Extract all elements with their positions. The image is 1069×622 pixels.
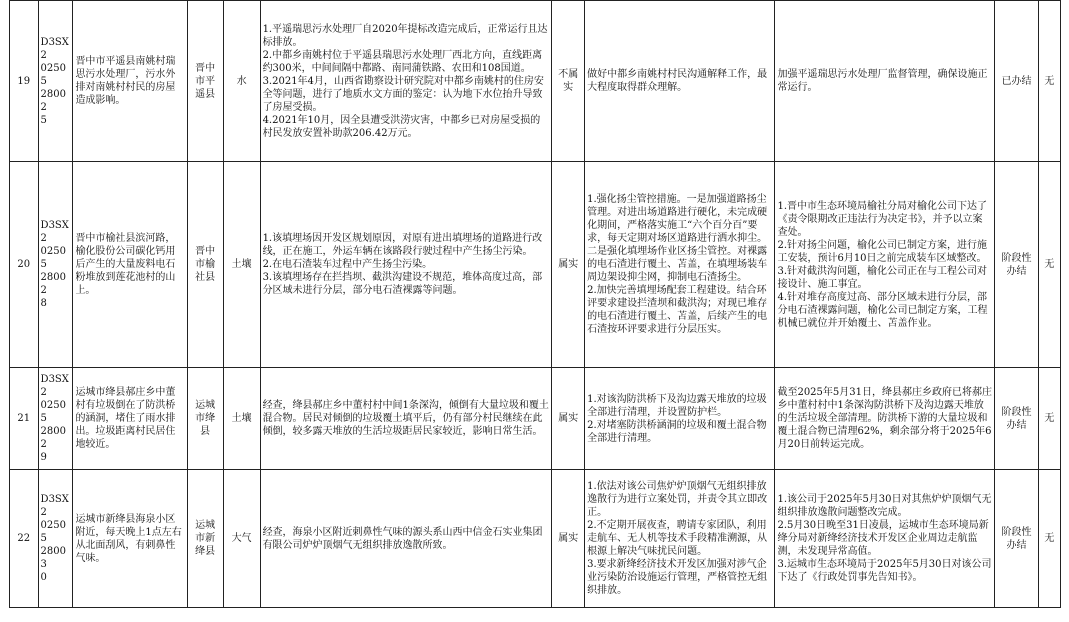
investigation-finding-cell	[260, 470, 552, 608]
cell-line: 做好中都乡南姚村村民沟通解释工作，最大程度取得群众理解。	[587, 69, 768, 93]
measures-cell	[585, 1, 775, 162]
cell-line: 3.要求新绛经济技术开发区加强对涉气企业污染防治设施运行管理，严格管控无组织排放。	[587, 559, 768, 596]
cell-line: 3.针对截洪沟问题，榆化公司正在与工程公司对接设计、施工事宜。	[777, 265, 987, 290]
investigation-finding-cell	[260, 162, 552, 368]
table-row	[10, 368, 1061, 470]
cell-line: 3.运城市生态环境局于2025年5月30日对该公司下达了《行政处罚事先告知书》。	[777, 559, 992, 583]
investigation-finding-cell	[260, 1, 552, 162]
complaint-content-cell: 运城市绛县郝庄乡中董村有垃圾倒在了防洪桥的涵洞，堵住了雨水排出。垃圾距离村民居住地较近。	[73, 368, 187, 470]
case-code-cell	[38, 162, 73, 368]
accountability-cell: 无	[1038, 470, 1060, 608]
cell-line: 市榆	[195, 259, 216, 270]
complaint-content-cell: 晋中市平遥县南姚村瑞思污水处理厂，污水外排对南姚村村民的房屋造成影响。	[73, 1, 187, 162]
accountability-cell: 无	[1038, 368, 1060, 470]
cell-line: 0	[40, 572, 47, 583]
cell-line: 28002	[40, 272, 66, 296]
cell-line: 2.在电石渣装车过程中产生扬尘污染。	[262, 259, 433, 270]
verdict-cell: 属实	[552, 470, 585, 608]
cell-line: 5	[40, 114, 47, 126]
cell-line: 28003	[40, 546, 66, 570]
cell-line: 运城	[195, 400, 216, 411]
cell-line: 县	[200, 426, 211, 437]
accountability-cell: 无	[1038, 1, 1060, 162]
cell-line: D3SX2	[40, 494, 69, 518]
table-row	[10, 1, 1061, 162]
accountability-cell: 无	[1038, 162, 1060, 368]
cell-line: 绛县	[195, 546, 216, 557]
cell-line: 4.针对堆存高度过高、部分区域未进行分层，部分电石渣裸露问题，榆化公司已制定方案，工程机械已就位并开始覆土、苫盖作业。	[777, 291, 988, 329]
region-cell	[187, 368, 223, 470]
cell-line: 2.针对扬尘问题，榆化公司已制定方案，进行施工安装，预计6月10日之前完成装车区域整改。	[777, 239, 987, 264]
case-code-cell	[38, 1, 73, 162]
cell-line: 经查，海泉小区附近刺鼻性气味的源头系山西中信金石实业集团有限公司炉炉顶烟气无组织排放逸散所致。	[262, 526, 543, 551]
cell-line: 截至2025年5月31日，绛县郝庄乡政府已将郝庄乡中董村村中1条深沟防洪桥下及沟边露天堆放的生活垃圾全部清理。防洪桥下游的大量垃圾和覆土混合物已清理62%，剩余部分将于2025年6月20日前转运完成。	[777, 387, 992, 450]
result-cell	[775, 162, 995, 368]
cell-line: 2.5月30日晚至31日凌晨，运城市生态环境局新绛分局对新绛经济技术开发区企业周边走航监测，未发现异常高值。	[777, 520, 989, 557]
cell-line: 运城	[195, 520, 216, 531]
cell-line: 2.不定期开展夜查，聘请专家团队，利用走航车、无人机等技术手段精准溯源，从根源上解决气味扰民问题。	[587, 520, 768, 557]
cell-line: 02505	[40, 400, 66, 424]
cell-line: D3SX2	[40, 220, 69, 244]
cell-line: 晋中	[195, 62, 216, 74]
cell-line: 阶段性	[1001, 252, 1032, 264]
cell-line: 办结	[1006, 539, 1027, 551]
row-number-cell: 22	[10, 470, 39, 608]
cell-line: 市新	[195, 533, 216, 544]
cell-line: 加强平遥瑞思污水处理厂监督管理，确保设施正常运行。	[777, 69, 988, 93]
cell-line: 晋中	[195, 246, 216, 257]
region-cell	[187, 162, 223, 368]
cell-line: 1.平遥瑞思污水处理厂自2020年提标改造完成后，正常运行且达标排放。	[262, 23, 548, 48]
cell-line: 市平	[195, 75, 216, 87]
cell-line: 1.对该沟防洪桥下及沟边露天堆放的垃圾全部进行清理，并设置防护栏。	[587, 393, 767, 418]
complaint-content-cell: 晋中市榆社县滨河路，榆化股份公司碳化钙用后产生的大量废料电石粉堆放到莲花池村的山上。	[73, 162, 187, 368]
cell-line: 02505	[40, 62, 66, 87]
cell-line: 1.晋中市生态环境局榆社分局对榆化公司下达了《责令限期改正违法行为决定书》，并予以立案查处。	[777, 200, 987, 238]
result-cell	[775, 1, 995, 162]
pollution-type-cell: 水	[223, 1, 260, 162]
cell-line: 阶段性	[1001, 406, 1032, 418]
region-cell	[187, 1, 223, 162]
cell-line: 阶段性	[1001, 526, 1032, 538]
cell-line: 4.2021年10月，因全县遭受洪涝灾害，中都乡已对房屋受损的村民发放安置补助款206.42万元。	[262, 114, 541, 139]
cell-line: 1.该公司于2025年5月30日对其焦炉炉顶烟气无组织排放逸散问题整改完成。	[777, 494, 992, 518]
measures-cell	[585, 162, 775, 368]
cell-line: 已办结	[1001, 75, 1032, 87]
cell-line: 市绛	[195, 413, 216, 424]
cell-line: 社县	[195, 272, 216, 283]
cell-line: 28002	[40, 88, 66, 113]
status-cell	[995, 368, 1038, 470]
cell-line: 2.中都乡南姚村位于平遥县瑞思污水处理厂西北方向，直线距离约300米，中间间隔中都路、南同蒲铁路、农田和108国道。	[262, 49, 543, 74]
pollution-type-cell: 土壤	[223, 368, 260, 470]
cell-line: 1.依法对该公司焦炉炉顶烟气无组织排放逸散行为进行立案处罚，并责令其立即改正。	[587, 481, 768, 518]
case-code-cell	[38, 470, 73, 608]
pollution-type-cell: 土壤	[223, 162, 260, 368]
petition-table	[9, 0, 1061, 608]
cell-line: 3.该填埋场存在拦挡坝、截洪沟建设不规范，堆体高度过高，部分区域未进行分层，部分电石渣裸露等问题。	[262, 272, 543, 296]
row-number-cell: 20	[10, 162, 39, 368]
table-row	[10, 470, 1061, 608]
cell-line: 2.加快完善填埋场配套工程建设。结合环评要求建设拦渣坝和截洪沟；对现已堆存的电石渣进行覆土、苫盖，后续产生的电石渣按环评要求进行分层压实。	[587, 285, 768, 335]
measures-cell	[585, 470, 775, 608]
cell-line: 9	[40, 452, 47, 463]
status-cell	[995, 162, 1038, 368]
cell-line: 3.2021年4月，山西省勘察设计研究院对中都乡南姚村的住房安全等问题，进行了地质水文方面的鉴定：认为地下水位抬升导致了房屋受损。	[262, 75, 544, 113]
cell-line: 1.强化扬尘管控措施。一是加强道路扬尘管理。对进出场道路进行硬化，未完成硬化期间，严格落实施工“六个百分百”要求，每天定期对场区道路进行洒水抑尘。二是强化填埋场作业区扬尘管控。对裸露的电石渣进行覆土、苫盖，在填埋场装车周边架设抑尘网，抑制电石渣扬尘。	[587, 194, 768, 283]
region-cell	[187, 470, 223, 608]
status-cell	[995, 470, 1038, 608]
cell-line: 28002	[40, 426, 66, 450]
cell-line: 经查，绛县郝庄乡中董村村中间1条深沟，倾倒有大量垃圾和覆土混合物。居民对倾倒的垃圾覆土填平后，仍有部分村民继续在此倾倒，较多露天堆放的生活垃圾距居民家较近，影响日常生活。	[262, 400, 549, 437]
verdict-cell: 不属实	[552, 1, 585, 162]
result-cell	[775, 470, 995, 608]
status-cell	[995, 1, 1038, 162]
complaint-content-cell: 运城市新绛县海泉小区附近，每天晚上1点左右从北面刮风，有刺鼻性气味。	[73, 470, 187, 608]
table-row	[10, 162, 1061, 368]
cell-line: D3SX2	[40, 36, 69, 61]
cell-line: 办结	[1006, 419, 1027, 431]
row-number-cell: 19	[10, 1, 39, 162]
measures-cell	[585, 368, 775, 470]
verdict-cell: 属实	[552, 162, 585, 368]
investigation-finding-cell	[260, 368, 552, 470]
result-cell	[775, 368, 995, 470]
cell-line: 02505	[40, 246, 66, 270]
verdict-cell: 属实	[552, 368, 585, 470]
pollution-type-cell: 大气	[223, 470, 260, 608]
case-code-cell	[38, 368, 73, 470]
cell-line: 8	[40, 298, 47, 309]
cell-line: 办结	[1006, 265, 1027, 277]
cell-line: 2.对堵塞防洪桥涵洞的垃圾和覆土混合物全部进行清理。	[587, 419, 767, 444]
cell-line: 遥县	[195, 88, 216, 100]
cell-line: 1.该填埋场因开发区规划原因，对原有进出填埋场的道路进行改线，正在施工，外运车辆在该路段行驶过程中产生扬尘污染。	[262, 233, 543, 257]
cell-line: 02505	[40, 520, 66, 544]
cell-line: D3SX2	[40, 374, 69, 398]
row-number-cell: 21	[10, 368, 39, 470]
